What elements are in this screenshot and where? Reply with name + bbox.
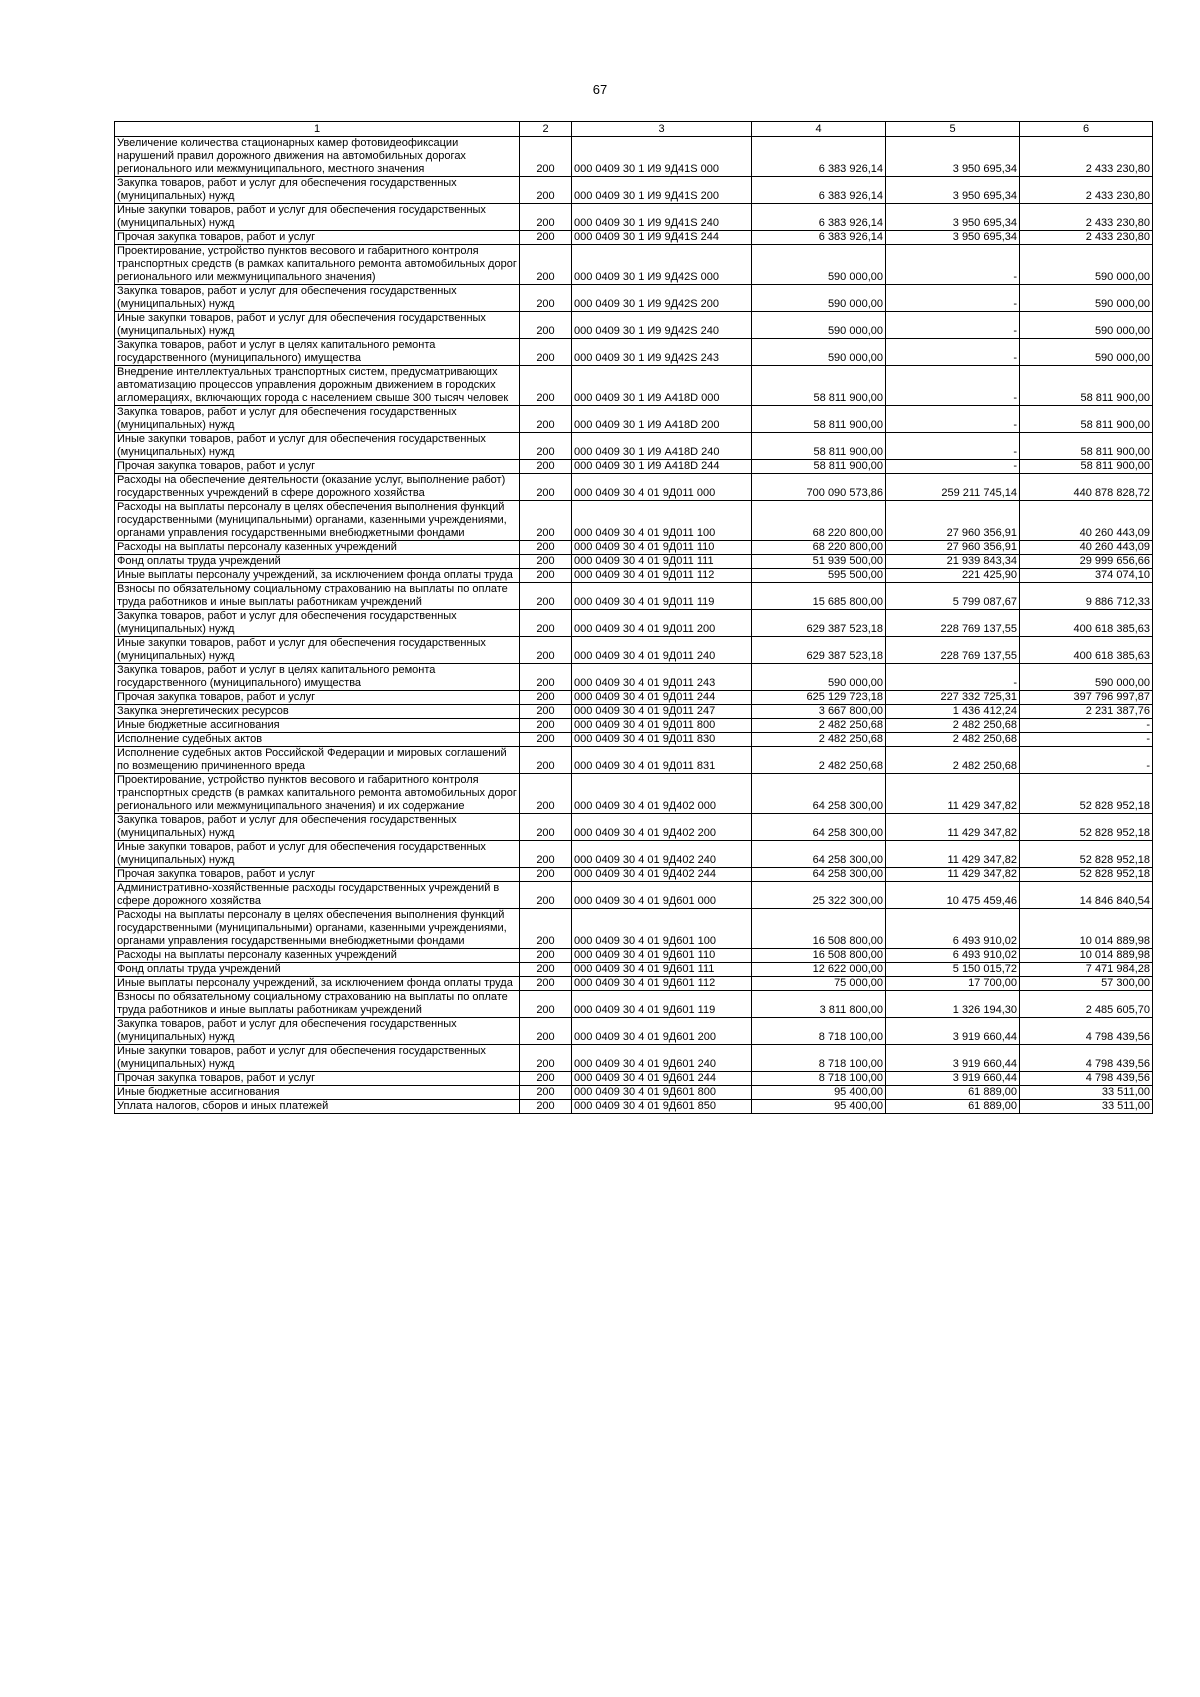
expense-name-cell: Внедрение интеллектуальных транспортных систем, предусматривающих автоматизацию процессов управления дорожным движением в городских агломерациях, включающих города с населением свыше 300 тысяч человек	[115, 366, 520, 406]
approved-amount-cell: 95 400,00	[752, 1086, 886, 1100]
executed-amount-cell: 61 889,00	[886, 1086, 1020, 1100]
unexecuted-amount-cell: 58 811 900,00	[1020, 433, 1153, 460]
approved-amount-cell: 75 000,00	[752, 977, 886, 991]
unexecuted-amount-cell: 14 846 840,54	[1020, 882, 1153, 909]
unexecuted-amount-cell: -	[1020, 719, 1153, 733]
table-header-row	[115, 122, 1153, 137]
unexecuted-amount-cell: 58 811 900,00	[1020, 366, 1153, 406]
expense-name-cell: Иные закупки товаров, работ и услуг для обеспечения государственных (муниципальных) нужд	[115, 841, 520, 868]
table-row	[115, 991, 1153, 1018]
line-code-cell: 200	[520, 541, 572, 555]
budget-classification-code-cell: 000 0409 30 4 01 9Д011 830	[572, 733, 752, 747]
line-code-cell: 200	[520, 909, 572, 949]
column-header: 1	[115, 122, 520, 137]
executed-amount-cell: 3 919 660,44	[886, 1045, 1020, 1072]
line-code-cell: 200	[520, 1100, 572, 1114]
budget-classification-code-cell: 000 0409 30 4 01 9Д011 111	[572, 555, 752, 569]
unexecuted-amount-cell: 590 000,00	[1020, 664, 1153, 691]
table-row	[115, 501, 1153, 541]
expense-name-cell: Иные закупки товаров, работ и услуг для обеспечения государственных (муниципальных) нужд	[115, 204, 520, 231]
budget-classification-code-cell: 000 0409 30 4 01 9Д011 243	[572, 664, 752, 691]
expense-name-cell: Прочая закупка товаров, работ и услуг	[115, 1072, 520, 1086]
expense-name-cell: Иные закупки товаров, работ и услуг для обеспечения государственных (муниципальных) нужд	[115, 433, 520, 460]
expense-name-cell: Фонд оплаты труда учреждений	[115, 963, 520, 977]
expense-name-cell: Расходы на обеспечение деятельности (оказание услуг, выполнение работ) государственных учреждений в сфере дорожного хозяйства	[115, 474, 520, 501]
table-row	[115, 1086, 1153, 1100]
executed-amount-cell: -	[886, 339, 1020, 366]
approved-amount-cell: 8 718 100,00	[752, 1018, 886, 1045]
budget-classification-code-cell: 000 0409 30 4 01 9Д011 100	[572, 501, 752, 541]
expense-name-cell: Иные бюджетные ассигнования	[115, 1086, 520, 1100]
line-code-cell: 200	[520, 949, 572, 963]
column-header: 2	[520, 122, 572, 137]
budget-classification-code-cell: 000 0409 30 4 01 9Д601 111	[572, 963, 752, 977]
approved-amount-cell: 95 400,00	[752, 1100, 886, 1114]
budget-classification-code-cell: 000 0409 30 1 И9 9Д42S 240	[572, 312, 752, 339]
executed-amount-cell: 5 150 015,72	[886, 963, 1020, 977]
line-code-cell: 200	[520, 977, 572, 991]
executed-amount-cell: 6 493 910,02	[886, 949, 1020, 963]
approved-amount-cell: 58 811 900,00	[752, 433, 886, 460]
table-row	[115, 719, 1153, 733]
line-code-cell: 200	[520, 637, 572, 664]
approved-amount-cell: 8 718 100,00	[752, 1045, 886, 1072]
approved-amount-cell: 68 220 800,00	[752, 541, 886, 555]
executed-amount-cell: 11 429 347,82	[886, 774, 1020, 814]
expense-name-cell: Закупка товаров, работ и услуг в целях капитального ремонта государственного (муниципального) имущества	[115, 664, 520, 691]
executed-amount-cell: 3 950 695,34	[886, 177, 1020, 204]
table-row	[115, 137, 1153, 177]
executed-amount-cell: 221 425,90	[886, 569, 1020, 583]
executed-amount-cell: -	[886, 245, 1020, 285]
line-code-cell: 200	[520, 868, 572, 882]
table-row	[115, 406, 1153, 433]
executed-amount-cell: 259 211 745,14	[886, 474, 1020, 501]
executed-amount-cell: 27 960 356,91	[886, 501, 1020, 541]
unexecuted-amount-cell: 440 878 828,72	[1020, 474, 1153, 501]
line-code-cell: 200	[520, 719, 572, 733]
table-row	[115, 909, 1153, 949]
table-row	[115, 339, 1153, 366]
unexecuted-amount-cell: 2 433 230,80	[1020, 231, 1153, 245]
approved-amount-cell: 16 508 800,00	[752, 949, 886, 963]
executed-amount-cell: 227 332 725,31	[886, 691, 1020, 705]
approved-amount-cell: 590 000,00	[752, 245, 886, 285]
line-code-cell: 200	[520, 664, 572, 691]
line-code-cell: 200	[520, 177, 572, 204]
unexecuted-amount-cell: 52 828 952,18	[1020, 868, 1153, 882]
unexecuted-amount-cell: 4 798 439,56	[1020, 1018, 1153, 1045]
table-row	[115, 366, 1153, 406]
expense-name-cell: Закупка товаров, работ и услуг для обеспечения государственных (муниципальных) нужд	[115, 814, 520, 841]
approved-amount-cell: 6 383 926,14	[752, 204, 886, 231]
table-row	[115, 691, 1153, 705]
table-row	[115, 949, 1153, 963]
line-code-cell: 200	[520, 569, 572, 583]
line-code-cell: 200	[520, 691, 572, 705]
expense-name-cell: Проектирование, устройство пунктов весового и габаритного контроля транспортных средств (в рамках капитального ремонта автомобильных дорог регионального или межмуниципального значения) и их содержание	[115, 774, 520, 814]
line-code-cell: 200	[520, 610, 572, 637]
table-row	[115, 610, 1153, 637]
unexecuted-amount-cell: 2 433 230,80	[1020, 177, 1153, 204]
line-code-cell: 200	[520, 1018, 572, 1045]
budget-classification-code-cell: 000 0409 30 4 01 9Д601 244	[572, 1072, 752, 1086]
unexecuted-amount-cell: 29 999 656,66	[1020, 555, 1153, 569]
budget-classification-code-cell: 000 0409 30 1 И9 9Д42S 000	[572, 245, 752, 285]
expense-name-cell: Взносы по обязательному социальному страхованию на выплаты по оплате труда работников и иные выплаты работникам учреждений	[115, 583, 520, 610]
budget-classification-code-cell: 000 0409 30 4 01 9Д601 200	[572, 1018, 752, 1045]
approved-amount-cell: 64 258 300,00	[752, 774, 886, 814]
executed-amount-cell: 3 950 695,34	[886, 204, 1020, 231]
approved-amount-cell: 12 622 000,00	[752, 963, 886, 977]
expense-name-cell: Закупка товаров, работ и услуг для обеспечения государственных (муниципальных) нужд	[115, 1018, 520, 1045]
expense-name-cell: Иные закупки товаров, работ и услуг для обеспечения государственных (муниципальных) нужд	[115, 637, 520, 664]
line-code-cell: 200	[520, 474, 572, 501]
unexecuted-amount-cell: 10 014 889,98	[1020, 949, 1153, 963]
unexecuted-amount-cell: 7 471 984,28	[1020, 963, 1153, 977]
expense-name-cell: Закупка энергетических ресурсов	[115, 705, 520, 719]
expense-name-cell: Иные закупки товаров, работ и услуг для обеспечения государственных (муниципальных) нужд	[115, 1045, 520, 1072]
table-row	[115, 963, 1153, 977]
budget-classification-code-cell: 000 0409 30 1 И9 9Д41S 240	[572, 204, 752, 231]
unexecuted-amount-cell: 33 511,00	[1020, 1086, 1153, 1100]
approved-amount-cell: 3 811 800,00	[752, 991, 886, 1018]
budget-classification-code-cell: 000 0409 30 1 И9 9Д41S 244	[572, 231, 752, 245]
table-row	[115, 774, 1153, 814]
approved-amount-cell: 51 939 500,00	[752, 555, 886, 569]
line-code-cell: 200	[520, 991, 572, 1018]
executed-amount-cell: 21 939 843,34	[886, 555, 1020, 569]
table-row	[115, 204, 1153, 231]
table-row	[115, 1072, 1153, 1086]
budget-classification-code-cell: 000 0409 30 1 И9 9Д41S 200	[572, 177, 752, 204]
expense-name-cell: Иные выплаты персоналу учреждений, за исключением фонда оплаты труда	[115, 977, 520, 991]
line-code-cell: 200	[520, 1045, 572, 1072]
line-code-cell: 200	[520, 245, 572, 285]
budget-classification-code-cell: 000 0409 30 4 01 9Д601 110	[572, 949, 752, 963]
unexecuted-amount-cell: 40 260 443,09	[1020, 541, 1153, 555]
unexecuted-amount-cell: 58 811 900,00	[1020, 406, 1153, 433]
budget-classification-code-cell: 000 0409 30 4 01 9Д011 247	[572, 705, 752, 719]
table-row	[115, 882, 1153, 909]
budget-classification-code-cell: 000 0409 30 4 01 9Д011 200	[572, 610, 752, 637]
unexecuted-amount-cell: 33 511,00	[1020, 1100, 1153, 1114]
line-code-cell: 200	[520, 841, 572, 868]
executed-amount-cell: 3 950 695,34	[886, 137, 1020, 177]
table-row	[115, 583, 1153, 610]
line-code-cell: 200	[520, 312, 572, 339]
page-number: 67	[592, 82, 608, 97]
approved-amount-cell: 629 387 523,18	[752, 637, 886, 664]
approved-amount-cell: 629 387 523,18	[752, 610, 886, 637]
table-row	[115, 664, 1153, 691]
expense-name-cell: Уплата налогов, сборов и иных платежей	[115, 1100, 520, 1114]
budget-classification-code-cell: 000 0409 30 4 01 9Д011 240	[572, 637, 752, 664]
executed-amount-cell: 11 429 347,82	[886, 814, 1020, 841]
executed-amount-cell: 2 482 250,68	[886, 733, 1020, 747]
line-code-cell: 200	[520, 1086, 572, 1100]
budget-classification-code-cell: 000 0409 30 4 01 9Д402 244	[572, 868, 752, 882]
unexecuted-amount-cell: 590 000,00	[1020, 339, 1153, 366]
budget-classification-code-cell: 000 0409 30 1 И9 А418D 000	[572, 366, 752, 406]
unexecuted-amount-cell: 52 828 952,18	[1020, 841, 1153, 868]
unexecuted-amount-cell: 400 618 385,63	[1020, 637, 1153, 664]
approved-amount-cell: 2 482 250,68	[752, 719, 886, 733]
table-row	[115, 705, 1153, 719]
line-code-cell: 200	[520, 963, 572, 977]
budget-classification-code-cell: 000 0409 30 4 01 9Д601 240	[572, 1045, 752, 1072]
expense-name-cell: Расходы на выплаты персоналу в целях обеспечения выполнения функций государственными (муниципальными) органами, казенными учреждениями, органами управления государственными внебюджетными фондами	[115, 501, 520, 541]
line-code-cell: 200	[520, 555, 572, 569]
unexecuted-amount-cell: 10 014 889,98	[1020, 909, 1153, 949]
expense-name-cell: Расходы на выплаты персоналу казенных учреждений	[115, 541, 520, 555]
approved-amount-cell: 64 258 300,00	[752, 814, 886, 841]
executed-amount-cell: 11 429 347,82	[886, 868, 1020, 882]
approved-amount-cell: 64 258 300,00	[752, 868, 886, 882]
budget-classification-code-cell: 000 0409 30 4 01 9Д402 240	[572, 841, 752, 868]
table-row	[115, 541, 1153, 555]
table-row	[115, 245, 1153, 285]
budget-classification-code-cell: 000 0409 30 4 01 9Д011 800	[572, 719, 752, 733]
executed-amount-cell: 2 482 250,68	[886, 719, 1020, 733]
table-row	[115, 977, 1153, 991]
table-row	[115, 637, 1153, 664]
approved-amount-cell: 6 383 926,14	[752, 137, 886, 177]
approved-amount-cell: 68 220 800,00	[752, 501, 886, 541]
table-row	[115, 841, 1153, 868]
expense-name-cell: Иные бюджетные ассигнования	[115, 719, 520, 733]
budget-classification-code-cell: 000 0409 30 4 01 9Д601 119	[572, 991, 752, 1018]
unexecuted-amount-cell: 374 074,10	[1020, 569, 1153, 583]
budget-classification-code-cell: 000 0409 30 1 И9 9Д42S 243	[572, 339, 752, 366]
unexecuted-amount-cell: -	[1020, 733, 1153, 747]
unexecuted-amount-cell: 590 000,00	[1020, 285, 1153, 312]
budget-classification-code-cell: 000 0409 30 4 01 9Д011 000	[572, 474, 752, 501]
line-code-cell: 200	[520, 406, 572, 433]
executed-amount-cell: 11 429 347,82	[886, 841, 1020, 868]
executed-amount-cell: 2 482 250,68	[886, 747, 1020, 774]
expense-name-cell: Прочая закупка товаров, работ и услуг	[115, 460, 520, 474]
unexecuted-amount-cell: 590 000,00	[1020, 245, 1153, 285]
executed-amount-cell: 228 769 137,55	[886, 637, 1020, 664]
budget-classification-code-cell: 000 0409 30 1 И9 9Д42S 200	[572, 285, 752, 312]
table-row	[115, 747, 1153, 774]
column-header: 4	[752, 122, 886, 137]
approved-amount-cell: 58 811 900,00	[752, 460, 886, 474]
line-code-cell: 200	[520, 501, 572, 541]
expense-name-cell: Взносы по обязательному социальному страхованию на выплаты по оплате труда работников и иные выплаты работникам учреждений	[115, 991, 520, 1018]
unexecuted-amount-cell: 58 811 900,00	[1020, 460, 1153, 474]
approved-amount-cell: 6 383 926,14	[752, 231, 886, 245]
table-body	[115, 137, 1153, 1114]
line-code-cell: 200	[520, 747, 572, 774]
table-row	[115, 868, 1153, 882]
unexecuted-amount-cell: 2 433 230,80	[1020, 204, 1153, 231]
column-header: 3	[572, 122, 752, 137]
expense-name-cell: Иные выплаты персоналу учреждений, за исключением фонда оплаты труда	[115, 569, 520, 583]
expense-name-cell: Иные закупки товаров, работ и услуг для обеспечения государственных (муниципальных) нужд	[115, 312, 520, 339]
table-row	[115, 474, 1153, 501]
table-row	[115, 312, 1153, 339]
unexecuted-amount-cell: 4 798 439,56	[1020, 1072, 1153, 1086]
table-row	[115, 177, 1153, 204]
executed-amount-cell: 3 950 695,34	[886, 231, 1020, 245]
budget-classification-code-cell: 000 0409 30 1 И9 А418D 240	[572, 433, 752, 460]
approved-amount-cell: 6 383 926,14	[752, 177, 886, 204]
budget-classification-code-cell: 000 0409 30 4 01 9Д011 110	[572, 541, 752, 555]
unexecuted-amount-cell: 397 796 997,87	[1020, 691, 1153, 705]
budget-classification-code-cell: 000 0409 30 4 01 9Д402 000	[572, 774, 752, 814]
expense-name-cell: Увеличение количества стационарных камер фотовидеофиксации нарушений правил дорожного движения на автомобильных дорогах регионального или межмуниципального, местного значения	[115, 137, 520, 177]
expense-name-cell: Закупка товаров, работ и услуг для обеспечения государственных (муниципальных) нужд	[115, 406, 520, 433]
budget-classification-code-cell: 000 0409 30 4 01 9Д601 112	[572, 977, 752, 991]
table-row	[115, 569, 1153, 583]
executed-amount-cell: -	[886, 285, 1020, 312]
budget-classification-code-cell: 000 0409 30 4 01 9Д601 850	[572, 1100, 752, 1114]
expense-name-cell: Административно-хозяйственные расходы государственных учреждений в сфере дорожного хозяйства	[115, 882, 520, 909]
budget-classification-code-cell: 000 0409 30 4 01 9Д011 244	[572, 691, 752, 705]
budget-classification-code-cell: 000 0409 30 4 01 9Д011 112	[572, 569, 752, 583]
line-code-cell: 200	[520, 882, 572, 909]
approved-amount-cell: 3 667 800,00	[752, 705, 886, 719]
executed-amount-cell: 17 700,00	[886, 977, 1020, 991]
line-code-cell: 200	[520, 137, 572, 177]
table-row	[115, 1018, 1153, 1045]
line-code-cell: 200	[520, 339, 572, 366]
approved-amount-cell: 590 000,00	[752, 312, 886, 339]
executed-amount-cell: -	[886, 433, 1020, 460]
approved-amount-cell: 58 811 900,00	[752, 406, 886, 433]
table-row	[115, 433, 1153, 460]
approved-amount-cell: 64 258 300,00	[752, 841, 886, 868]
approved-amount-cell: 590 000,00	[752, 285, 886, 312]
unexecuted-amount-cell: 52 828 952,18	[1020, 814, 1153, 841]
unexecuted-amount-cell: 57 300,00	[1020, 977, 1153, 991]
line-code-cell: 200	[520, 231, 572, 245]
expense-name-cell: Закупка товаров, работ и услуг в целях капитального ремонта государственного (муниципального) имущества	[115, 339, 520, 366]
line-code-cell: 200	[520, 733, 572, 747]
expense-name-cell: Проектирование, устройство пунктов весового и габаритного контроля транспортных средств (в рамках капитального ремонта автомобильных дорог регионального или межмуниципального значения)	[115, 245, 520, 285]
approved-amount-cell: 8 718 100,00	[752, 1072, 886, 1086]
executed-amount-cell: -	[886, 366, 1020, 406]
column-header: 5	[886, 122, 1020, 137]
unexecuted-amount-cell: 590 000,00	[1020, 312, 1153, 339]
table-row	[115, 460, 1153, 474]
table-row	[115, 231, 1153, 245]
executed-amount-cell: 3 919 660,44	[886, 1018, 1020, 1045]
approved-amount-cell: 625 129 723,18	[752, 691, 886, 705]
expense-name-cell: Фонд оплаты труда учреждений	[115, 555, 520, 569]
executed-amount-cell: 6 493 910,02	[886, 909, 1020, 949]
approved-amount-cell: 590 000,00	[752, 664, 886, 691]
column-header: 6	[1020, 122, 1153, 137]
expense-name-cell: Расходы на выплаты персоналу в целях обеспечения выполнения функций государственными (муниципальными) органами, казенными учреждениями, органами управления государственными внебюджетными фондами	[115, 909, 520, 949]
executed-amount-cell: 10 475 459,46	[886, 882, 1020, 909]
unexecuted-amount-cell: 2 485 605,70	[1020, 991, 1153, 1018]
approved-amount-cell: 15 685 800,00	[752, 583, 886, 610]
executed-amount-cell: 1 436 412,24	[886, 705, 1020, 719]
line-code-cell: 200	[520, 366, 572, 406]
budget-execution-table	[114, 121, 1153, 1114]
executed-amount-cell: -	[886, 460, 1020, 474]
expense-name-cell: Прочая закупка товаров, работ и услуг	[115, 231, 520, 245]
approved-amount-cell: 2 482 250,68	[752, 733, 886, 747]
executed-amount-cell: 61 889,00	[886, 1100, 1020, 1114]
unexecuted-amount-cell: 9 886 712,33	[1020, 583, 1153, 610]
unexecuted-amount-cell: 400 618 385,63	[1020, 610, 1153, 637]
budget-classification-code-cell: 000 0409 30 4 01 9Д601 100	[572, 909, 752, 949]
expense-name-cell: Расходы на выплаты персоналу казенных учреждений	[115, 949, 520, 963]
line-code-cell: 200	[520, 814, 572, 841]
line-code-cell: 200	[520, 285, 572, 312]
executed-amount-cell: 5 799 087,67	[886, 583, 1020, 610]
table-row	[115, 733, 1153, 747]
executed-amount-cell: 1 326 194,30	[886, 991, 1020, 1018]
table-row	[115, 1045, 1153, 1072]
expense-name-cell: Прочая закупка товаров, работ и услуг	[115, 691, 520, 705]
executed-amount-cell: 27 960 356,91	[886, 541, 1020, 555]
executed-amount-cell: -	[886, 406, 1020, 433]
approved-amount-cell: 590 000,00	[752, 339, 886, 366]
line-code-cell: 200	[520, 460, 572, 474]
expense-name-cell: Закупка товаров, работ и услуг для обеспечения государственных (муниципальных) нужд	[115, 610, 520, 637]
table-row	[115, 555, 1153, 569]
line-code-cell: 200	[520, 433, 572, 460]
table-row	[115, 285, 1153, 312]
budget-classification-code-cell: 000 0409 30 4 01 9Д011 119	[572, 583, 752, 610]
expense-name-cell: Исполнение судебных актов Российской Федерации и мировых соглашений по возмещению причиненного вреда	[115, 747, 520, 774]
expense-name-cell: Закупка товаров, работ и услуг для обеспечения государственных (муниципальных) нужд	[115, 285, 520, 312]
unexecuted-amount-cell: -	[1020, 747, 1153, 774]
line-code-cell: 200	[520, 705, 572, 719]
expense-name-cell: Прочая закупка товаров, работ и услуг	[115, 868, 520, 882]
approved-amount-cell: 16 508 800,00	[752, 909, 886, 949]
budget-classification-code-cell: 000 0409 30 1 И9 А418D 244	[572, 460, 752, 474]
line-code-cell: 200	[520, 774, 572, 814]
unexecuted-amount-cell: 40 260 443,09	[1020, 501, 1153, 541]
unexecuted-amount-cell: 2 433 230,80	[1020, 137, 1153, 177]
budget-classification-code-cell: 000 0409 30 4 01 9Д011 831	[572, 747, 752, 774]
line-code-cell: 200	[520, 204, 572, 231]
expense-name-cell: Закупка товаров, работ и услуг для обеспечения государственных (муниципальных) нужд	[115, 177, 520, 204]
expense-name-cell: Исполнение судебных актов	[115, 733, 520, 747]
line-code-cell: 200	[520, 583, 572, 610]
budget-classification-code-cell: 000 0409 30 4 01 9Д601 800	[572, 1086, 752, 1100]
approved-amount-cell: 2 482 250,68	[752, 747, 886, 774]
approved-amount-cell: 700 090 573,86	[752, 474, 886, 501]
approved-amount-cell: 58 811 900,00	[752, 366, 886, 406]
budget-classification-code-cell: 000 0409 30 1 И9 9Д41S 000	[572, 137, 752, 177]
executed-amount-cell: -	[886, 664, 1020, 691]
line-code-cell: 200	[520, 1072, 572, 1086]
budget-classification-code-cell: 000 0409 30 4 01 9Д402 200	[572, 814, 752, 841]
approved-amount-cell: 595 500,00	[752, 569, 886, 583]
table-row	[115, 1100, 1153, 1114]
budget-classification-code-cell: 000 0409 30 1 И9 А418D 200	[572, 406, 752, 433]
executed-amount-cell: -	[886, 312, 1020, 339]
table-row	[115, 814, 1153, 841]
unexecuted-amount-cell: 52 828 952,18	[1020, 774, 1153, 814]
unexecuted-amount-cell: 2 231 387,76	[1020, 705, 1153, 719]
budget-classification-code-cell: 000 0409 30 4 01 9Д601 000	[572, 882, 752, 909]
approved-amount-cell: 25 322 300,00	[752, 882, 886, 909]
executed-amount-cell: 3 919 660,44	[886, 1072, 1020, 1086]
unexecuted-amount-cell: 4 798 439,56	[1020, 1045, 1153, 1072]
executed-amount-cell: 228 769 137,55	[886, 610, 1020, 637]
